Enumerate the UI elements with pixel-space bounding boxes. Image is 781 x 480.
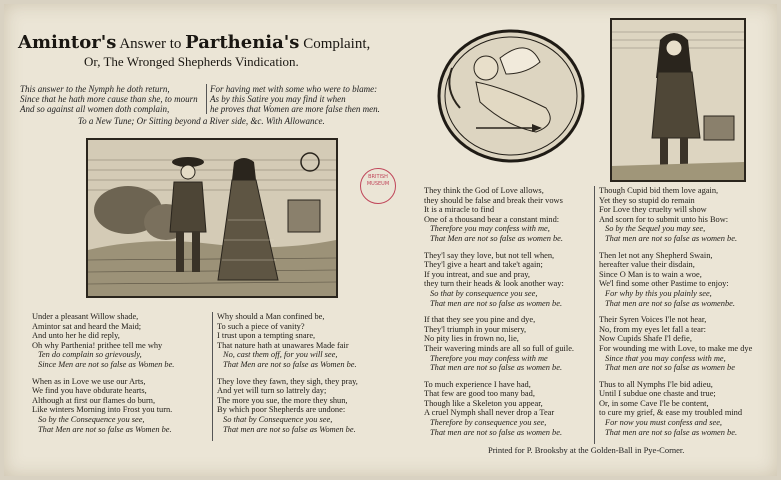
stanza: Then let not any Shepherd Swain, hereafter value their disdain, Since O Man is to wain a woe, We'l find some other Pastime to enjoy: For why by this you plainly see, That men are not so false as womenbe. bbox=[599, 250, 735, 308]
stanza: When as in Love we use our Arts, We find you have obdurate hearts, Although at first our flames do burn, Like winters Morning into Frost you turn. So by the Consequence you see, That Men are not so false as Women be. bbox=[32, 376, 173, 434]
ballad-title: Amintor's Answer to Parthenia's Complaint, bbox=[18, 32, 371, 53]
verse-column-3 bbox=[424, 186, 574, 444]
stanza: Though Cupid bid them love again, Yet they so stupid do remain For Love they cruelty will show And scorn for to submit unto his Bow: So by the Sequel you may see, That men are not so false as women be. bbox=[599, 186, 738, 243]
tune-line: To a New Tune; Or Sitting beyond a River side, &c. With Allowance. bbox=[78, 116, 325, 126]
stanza: To much experience I have had, That few are good too many bad, Though like a Skeleton you appear, A cruel Nymph shall never drop a Tear Therefore by consequence you see, That men are not so false as women be. bbox=[424, 379, 563, 437]
verse-column-4 bbox=[594, 186, 752, 444]
ballad-subtitle: Or, The Wronged Shepherds Vindication. bbox=[84, 54, 299, 69]
stanza: Under a pleasant Willow shade, Amintor sat and heard the Maid; And unto her he did reply, Oh why Parthenia! prithee tell me why Ten do complain so grievously, Since Men are not so false as Women be. bbox=[32, 312, 175, 369]
stanza: They think the God of Love allows, they should be false and break their vows It is a miracle to find One of a thousand bear a constant mind: Therefore you may confess with me, That Men are not so false as women be. bbox=[424, 186, 563, 243]
printer-imprint: Printed for P. Brooksby at the Golden-Ball in Pye-Corner. bbox=[488, 445, 685, 455]
stanza: Their Syren Voices I'le not hear, No, from my eyes let fall a tear: Now Cupids Shafe I'l defie, For wounding me with Love, to make me dye Since that you may confess with me, That men are not so false as women be bbox=[599, 315, 753, 373]
woodcut-cupid-image bbox=[436, 28, 586, 164]
stanza: Why should a Man confined be, To such a piece of vanity? I trust upon a tempting snare, That nature hath at unawares Made fair No, cast them off, for you will see, That Men are not so false as Women be. bbox=[217, 312, 357, 369]
verse-column-1 bbox=[32, 312, 174, 441]
stanza: They'l say they love, but not tell when, They'l give a heart and take't again; If you intreat, and sue and pray, they turn their heads & look another way: So that by consequence you see, That men are not so false as women be. bbox=[424, 250, 564, 308]
woodcut-couple-image bbox=[86, 138, 338, 298]
stanza: Thus to all Nymphs I'le bid adieu, Until I subdue one chaste and true; Or, in some Cave I'le be content, to cure my grief, & ease my troubled mind For now you must confess and see, That men are not so false as women be. bbox=[599, 379, 743, 437]
intro-left: This answer to the Nymph he doth return, Since that he hath more cause than she, to mourn And so against all women doth complain, bbox=[20, 84, 198, 114]
stanza: If that they see you pine and dye, They'l triumph in your misery, No pity lies in frown no, lie, Their wavering minds are all so full of guile. Therefore you may confess with me That men are not so false as women be. bbox=[424, 315, 575, 373]
museum-stamp-icon: BRITISH MUSEUM bbox=[360, 168, 396, 204]
stanza: They love they fawn, they sigh, they pray, And yet will turn so lattrely day; The more you sue, the more they shun, By which poor Shepherds are undone: So that by Consequence you see, That men are not so false as Women be. bbox=[217, 376, 358, 434]
intro-right: For having met with some who were to blame: As by this Satire you may find it when he proves that Women are more false then men. bbox=[206, 84, 380, 114]
verse-column-2 bbox=[212, 312, 358, 441]
woodcut-gentleman-image bbox=[610, 18, 746, 182]
